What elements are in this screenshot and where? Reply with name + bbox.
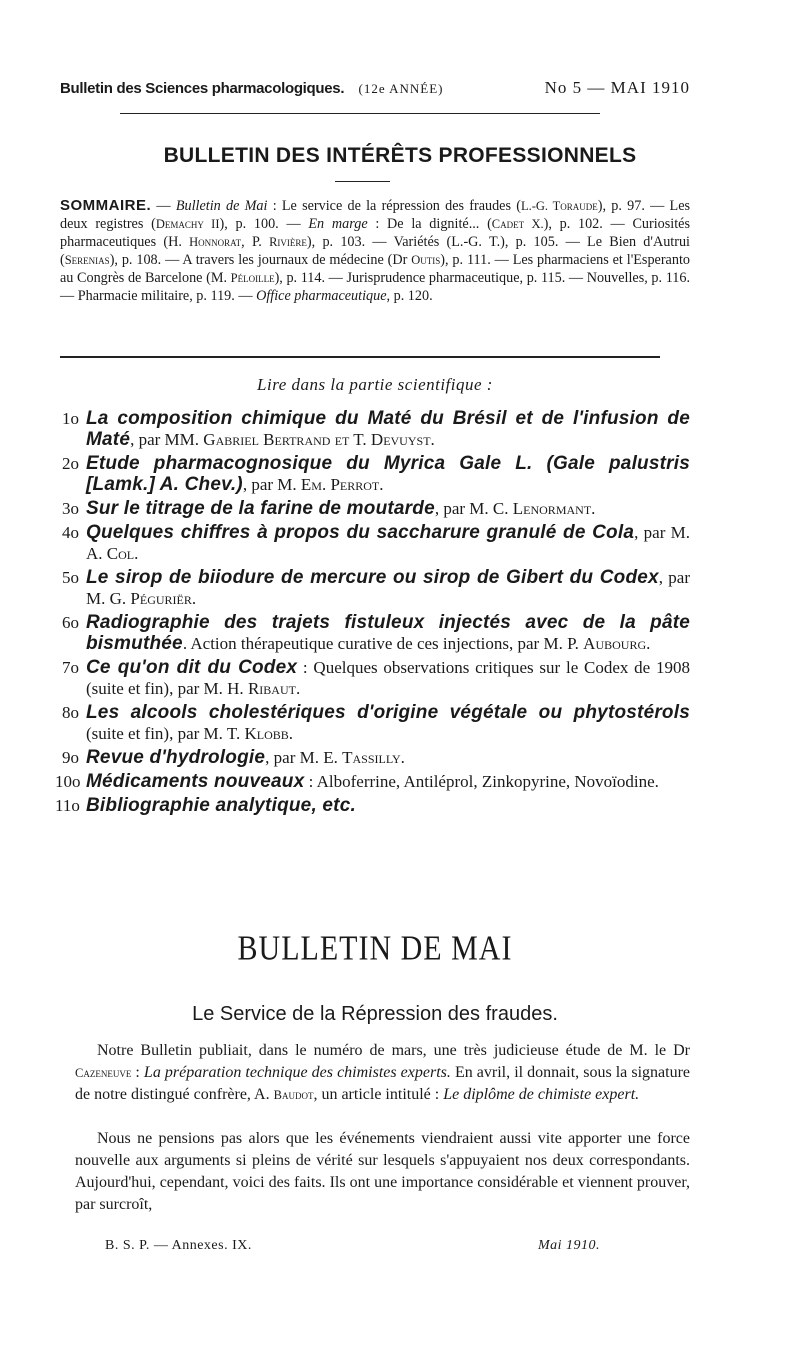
article-byline: , par M. E. bbox=[265, 748, 343, 767]
page-footer bbox=[105, 1238, 600, 1254]
sommaire-text: , P. bbox=[241, 234, 270, 250]
article-number: 9o bbox=[62, 748, 79, 767]
article-title: Les alcools cholestériques d'origine végétale ou phytostérols bbox=[86, 702, 690, 723]
issue-number: No 5 — MAI 1910 bbox=[544, 78, 690, 97]
sommaire-text: Office pharmaceutique bbox=[256, 288, 387, 304]
sommaire-author: Rivière bbox=[269, 235, 307, 249]
sommaire-text: ), p. 108. — A travers les journaux de médecine (Dr bbox=[109, 252, 412, 268]
paragraph-1 bbox=[75, 1040, 690, 1106]
article-author: Lenormant bbox=[512, 499, 592, 518]
article-number: 8o bbox=[62, 703, 79, 722]
sommaire-text: : Le service de la répression des fraudes ( bbox=[267, 198, 521, 214]
cited-title: Le diplôme de chimiste expert. bbox=[443, 1086, 640, 1103]
sommaire-author: Demachy II bbox=[155, 217, 220, 231]
author-name: Baudot bbox=[273, 1088, 314, 1102]
list-item bbox=[55, 612, 690, 654]
article-heading: Le Service de la Répression des fraudes. bbox=[192, 1003, 558, 1025]
article-end: . bbox=[400, 748, 405, 767]
article-end: . bbox=[379, 475, 384, 494]
list-item bbox=[55, 567, 690, 609]
article-number: 6o bbox=[62, 613, 79, 632]
article-author: Aubourg bbox=[583, 634, 647, 653]
sommaire-paragraph bbox=[60, 197, 690, 305]
lire-heading: Lire dans la partie scientifique : bbox=[257, 375, 493, 394]
article-end: . bbox=[295, 679, 301, 698]
article-number: 10o bbox=[55, 772, 81, 791]
journal-year: (12e ANNÉE) bbox=[358, 81, 444, 96]
article-end: . bbox=[430, 430, 435, 449]
article-number: 7o bbox=[62, 658, 79, 677]
sommaire-text: ), p. 111. — Les pharmaciens et l'Esperanto au Congrès de Barcelone (M. bbox=[60, 252, 690, 286]
article-author: Gabriel Bertrand et T. Devuyst bbox=[203, 430, 431, 449]
list-item bbox=[55, 657, 690, 699]
article-title: Le sirop de biiodure de mercure ou sirop de Gibert du Codex bbox=[86, 567, 659, 588]
article-title: La composition chimique du Maté du Brésil et de l'infusion de Maté bbox=[86, 408, 690, 450]
article-title: Médicaments nouveaux bbox=[86, 771, 305, 792]
sommaire-author: Péloille bbox=[230, 271, 275, 285]
article-title: Revue d'hydrologie bbox=[86, 747, 266, 768]
sommaire-text: ), p. 103. — Variétés (L.-G. T.), p. 105. — Le Bien d'Autrui ( bbox=[60, 234, 690, 268]
list-item bbox=[55, 408, 690, 450]
sommaire-text: — bbox=[151, 198, 176, 214]
article-byline: . Action thérapeutique curative de ces injections, par M. P. bbox=[182, 634, 584, 653]
list-item bbox=[55, 453, 690, 495]
title-underline bbox=[335, 181, 390, 182]
article-byline: , par M. G. bbox=[86, 568, 690, 608]
sommaire-rule bbox=[60, 356, 660, 358]
footer-left: B. S. P. — Annexes. IX. bbox=[105, 1238, 252, 1253]
article-byline: , par M. A. bbox=[86, 523, 690, 563]
article-end: . bbox=[646, 634, 651, 653]
paragraph-text: : bbox=[131, 1064, 144, 1081]
list-item bbox=[55, 771, 690, 792]
running-head bbox=[60, 78, 690, 98]
article-author: Klobb bbox=[244, 724, 289, 743]
journal-name: Bulletin des Sciences pharmacologiques. bbox=[60, 80, 345, 97]
article-byline: , par M. C. bbox=[434, 499, 513, 518]
section-title: BULLETIN DES INTÉRÊTS PROFESSIONNELS bbox=[163, 144, 637, 167]
article-author: Ribaut bbox=[247, 679, 296, 698]
article-title: Bibliographie analytique, etc. bbox=[86, 795, 356, 816]
sommaire-text: Bulletin de Mai bbox=[175, 198, 268, 214]
article-byline: (suite et fin), par M. T. bbox=[86, 724, 245, 743]
sommaire-text: ), p. 102. — Curiosités pharmaceutiques (H. bbox=[60, 216, 690, 250]
article-number: 3o bbox=[62, 499, 79, 518]
list-item bbox=[55, 747, 690, 768]
cited-title: La préparation technique des chimistes experts. bbox=[143, 1064, 451, 1081]
sommaire-author: Outis bbox=[411, 253, 441, 267]
article-byline: : Quelques observations critiques sur le Codex de 1908 (suite et fin), par M. H. bbox=[86, 658, 690, 698]
paragraph-text: , un article intitulé : bbox=[313, 1086, 444, 1103]
article-end: . bbox=[288, 724, 294, 743]
sommaire-author: L.-G. Toraude bbox=[520, 199, 598, 213]
article-author: Col bbox=[106, 544, 135, 563]
article-number: 2o bbox=[62, 454, 79, 473]
sommaire-text: : De la dignité... ( bbox=[367, 216, 492, 232]
article-author: Em. Perrot bbox=[300, 475, 380, 494]
list-item bbox=[55, 795, 690, 816]
article-title: Etude pharmacognosique du Myrica Gale L. (Gale palustris [Lamk.] A. Chev.) bbox=[86, 453, 690, 495]
article-author: Péguriër bbox=[130, 589, 192, 608]
article-title: Ce qu'on dit du Codex bbox=[86, 657, 298, 678]
list-item bbox=[55, 702, 690, 744]
sommaire-label: SOMMAIRE. bbox=[60, 197, 152, 214]
article-title: Radiographie des trajets fistuleux injectés avec de la pâte bismuthée bbox=[86, 612, 690, 654]
sommaire-text: En marge bbox=[308, 216, 368, 232]
sommaire-text: ), p. 100. — bbox=[219, 216, 309, 232]
article-list bbox=[55, 408, 690, 819]
article-number: 1o bbox=[62, 409, 79, 428]
sommaire-text: ), p. 97. — Les deux registres ( bbox=[60, 198, 691, 232]
article-author: Tassilly bbox=[342, 748, 401, 767]
article-end: . bbox=[591, 499, 596, 518]
sommaire-author: Cadet X. bbox=[491, 217, 544, 231]
article-byline: : Alboferrine, Antiléprol, Zinkopyrine, Novoïodine. bbox=[304, 772, 659, 791]
running-head-left bbox=[60, 78, 444, 98]
article-byline: , par M. bbox=[242, 475, 301, 494]
header-rule bbox=[120, 113, 600, 114]
article-end: . bbox=[191, 589, 197, 608]
sommaire-author: Honnorat bbox=[189, 235, 242, 249]
list-item bbox=[55, 522, 690, 564]
paragraph-text: En avril, il donnait, sous la signature de notre distingué confrère, A. bbox=[75, 1064, 691, 1103]
article-title: Sur le titrage de la farine de moutarde bbox=[86, 498, 435, 519]
article-number: 4o bbox=[62, 523, 79, 542]
article-title: Quelques chiffres à propos du saccharure granulé de Cola bbox=[86, 522, 635, 543]
bulletin-title: BULLETIN DE MAI bbox=[237, 929, 513, 968]
author-name: Cazeneuve bbox=[75, 1066, 132, 1080]
article-byline: , par MM. bbox=[130, 430, 204, 449]
paragraph-2: Nous ne pensions pas alors que les événements viendraient aussi vite apporter une force nouvelle aux arguments si pleins de vérité sur lesquels s'appuyaient nos deux correspondants. Aujourd'hui, cependant, voici des faits. Ils ont une importance considérable et viennent prouver, par surcroît, bbox=[75, 1130, 690, 1213]
paragraph-text: Notre Bulletin publiait, dans le numéro de mars, une très judicieuse étude de M. le Dr bbox=[97, 1042, 690, 1059]
footer-right: Mai 1910. bbox=[537, 1238, 600, 1253]
sommaire-text: ), p. 114. — Jurisprudence pharmaceutique, p. 115. — Nouvelles, p. 116. — Pharmacie militaire, p. 119. — bbox=[60, 270, 690, 304]
list-item bbox=[55, 498, 690, 519]
sommaire-author: Serenias bbox=[64, 253, 110, 267]
article-number: 5o bbox=[62, 568, 79, 587]
sommaire-text: , p. 120. bbox=[386, 288, 433, 304]
article-number: 11o bbox=[55, 796, 80, 815]
article-end: . bbox=[134, 544, 139, 563]
